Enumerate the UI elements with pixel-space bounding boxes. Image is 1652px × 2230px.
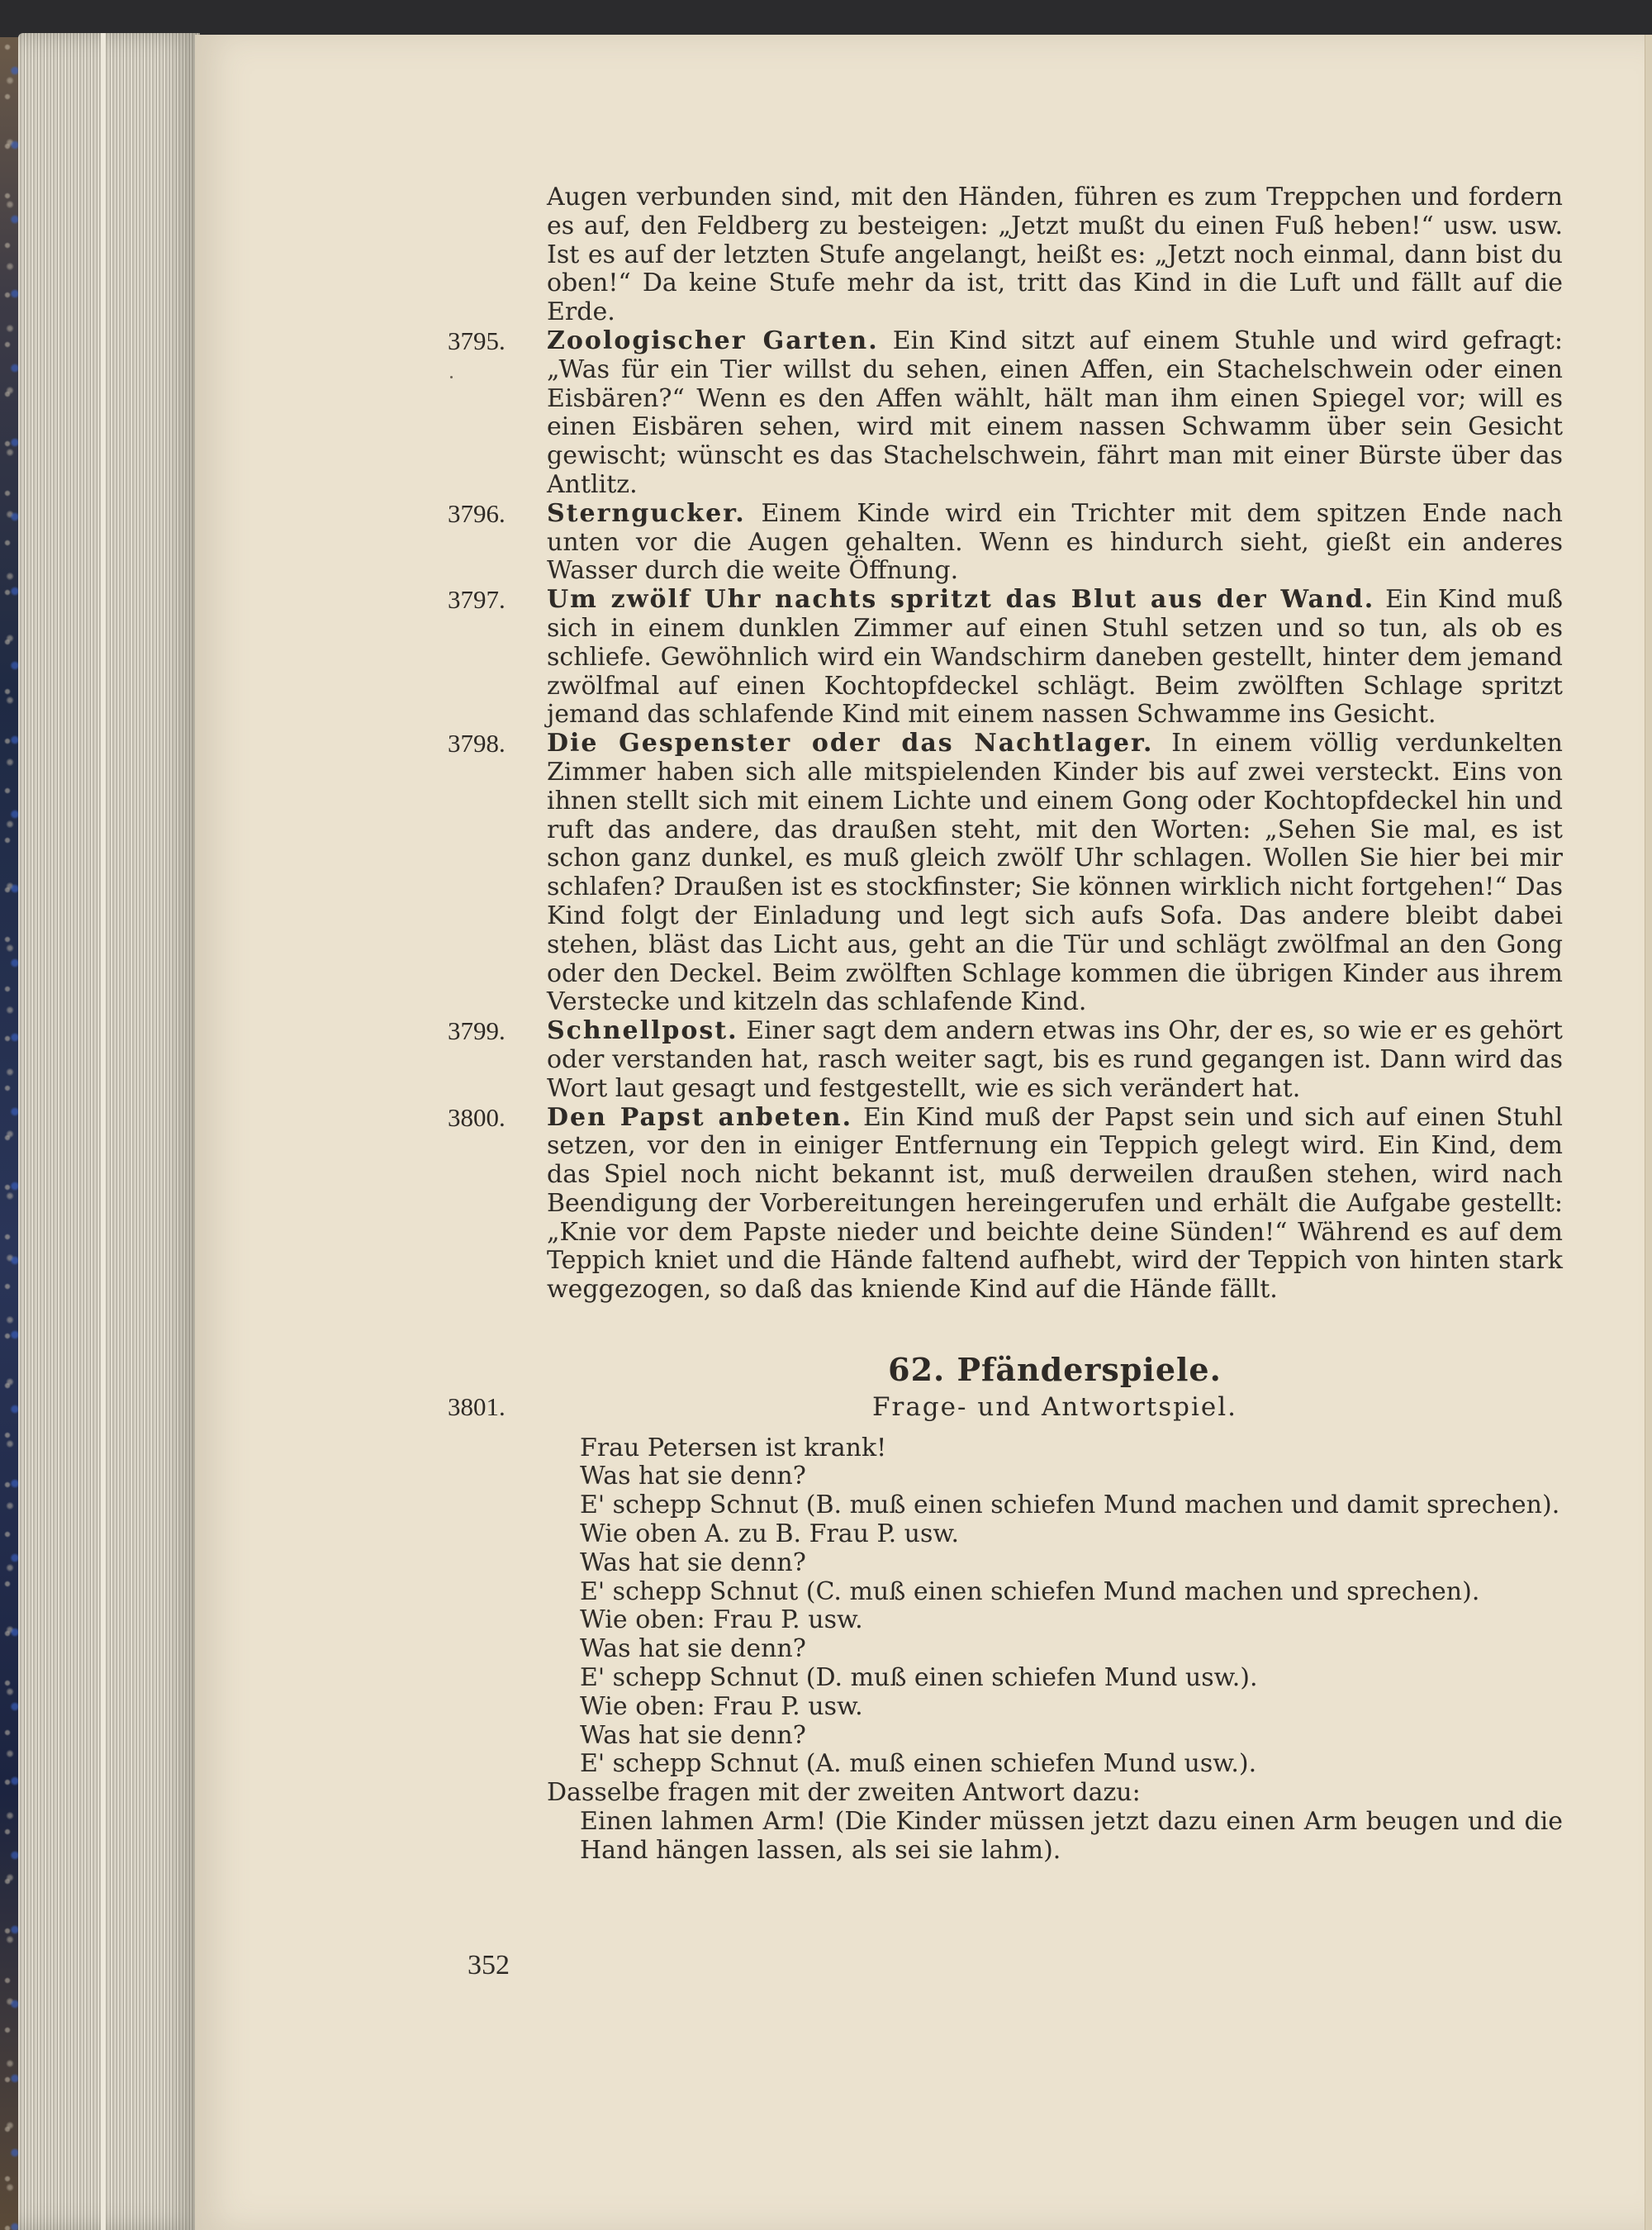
dialog-line: Wie oben: Frau P. usw.: [580, 1691, 863, 1721]
entry-text: Ein Kind muß der Papst sein und sich auf einen Stuhl setzen, vor den in einiger Entfernung ein Teppich gelegt wird. Ein Kind, dem das Spiel noch nicht bekannt ist, muß derweilen draußen stehen, wird nach Beendigung der Vorbereitungen hereingerufen und erhält die Aufgabe gestellt: „Knie vor dem Papste nieder und beichte deine Sünden!“ Während es auf dem Teppich kniet und die Hände faltend aufhebt, wird der Teppich von hinten stark weggezogen, so daß das kniende Kind auf die Hände fällt.: [547, 1102, 1563, 1305]
ink-speck: [450, 376, 453, 378]
entry-title: Sterngucker.: [547, 498, 746, 528]
entry-number: 3796.: [448, 498, 506, 528]
dialog-line: E' schepp Schnut (B. muß einen schiefen Mund machen und damit sprechen).: [580, 1491, 1560, 1520]
entry-3796: [448, 498, 1563, 586]
entry-number: 3800.: [448, 1102, 506, 1132]
entry-text: In einem völlig verdunkelten Zimmer haben sich alle mitspielenden Kinder bis auf zwei versteckt. Eins von ihnen stellt sich mit einem Lichte und einem Gong oder Kochtopfdeckel hin und ruft das andere, das draußen steht, mit den Worten: „Sehen Sie mal, es ist schon ganz dunkel, es muß gleich zwölf Uhr schlagen. Wollen Sie hier bei mir schlafen? Draußen ist es stockfinster; Sie können wirklich nicht fortgehen!“ Das Kind folgt der Einladung und legt sich aufs Sofa. Das andere bleibt dabei stehen, bläst das Licht aus, geht an die Tür und schlägt zwölfmal an den Gong oder den Deckel. Beim zwölften Schlage kommen die übrigen Kinder aus ihrem Verstecke und kitzeln das schlafende Kind.: [547, 729, 1564, 1017]
entry-text: Einem Kinde wird ein Trichter mit dem spitzen Ende nach unten vor die Augen gehalten. Wenn es hindurch sieht, gießt ein anderes Wasser durch die weite Öffnung.: [547, 498, 1563, 586]
dialog-line: Was hat sie denn?: [580, 1548, 806, 1577]
entry-3798: [448, 729, 1564, 1017]
entry-text: Ein Kind muß sich in einem dunklen Zimmer auf einen Stuhl setzen und so tun, als ob es schliefe. Gewöhnlich wird ein Wandschirm daneben gestellt, hinter dem jemand zwölfmal auf einen Kochtopfdeckel schlägt. Beim zwölften Schlage spritzt jemand das schlafende Kind mit einem nassen Schwamme ins Gesicht.: [547, 585, 1563, 730]
entry-number: 3795.: [448, 326, 506, 355]
second-answer: Einen lahmen Arm! (Die Kinder müssen jetzt dazu einen Arm beugen und die Hand hängen lassen, als sei sie lahm).: [580, 1807, 1563, 1865]
entry-number: 3798.: [448, 729, 506, 758]
dialog-line: Wie oben A. zu B. Frau P. usw.: [580, 1519, 960, 1549]
entry-text: Ein Kind sitzt auf einem Stuhle und wird gefragt: „Was für ein Tier willst du sehen, einen Affen, ein Stachelschwein oder einen Eisbären?“ Wenn es den Affen wählt, hält man ihm einen Spiegel vor; will es einen Eisbären sehen, wird mit einem nassen Schwamm über sein Gesicht gewischt; wünscht es das Stachelschwein, fährt man mit einer Bürste über das Antlitz.: [547, 326, 1563, 499]
dialog-line: Wie oben: Frau P. usw.: [580, 1605, 863, 1635]
note-line: Dasselbe fragen mit der zweiten Antwort dazu:: [547, 1778, 1141, 1808]
entry-3801-heading: [448, 1391, 1563, 1423]
entry-number: 3797.: [448, 585, 506, 615]
page-text-block: [448, 183, 1564, 1866]
entry-3799: [448, 1016, 1563, 1103]
dialog-block: [464, 1434, 1563, 1780]
section-heading: 62. Pfänderspiele.: [888, 1351, 1222, 1389]
dialog-line: Was hat sie denn?: [580, 1462, 806, 1491]
continuation-paragraph: Augen verbunden sind, mit den Händen, führen es zum Treppchen und fordern es auf, den Feldberg zu besteigen: „Jetzt mußt du einen Fuß heben!“ usw. usw. Ist es auf der letzten Stufe angelangt, heißt es: „Jetzt noch einmal, dann bist du oben!“ Da keine Stufe mehr da ist, tritt das Kind in die Luft und fällt auf die Erde.: [547, 183, 1563, 327]
entry-text: Einer sagt dem andern etwas ins Ohr, der es, so wie er es gehört oder verstanden hat, rasch weiter sagt, bis es rund gegangen ist. Dann wird das Wort laut gesagt und festgestellt, wie es sich verändert hat.: [547, 1016, 1563, 1103]
entry-number: 3801.: [448, 1391, 506, 1421]
entry-title: Den Papst anbeten.: [547, 1102, 853, 1132]
entry-3795: [448, 326, 1563, 500]
page-number: 352: [468, 1950, 510, 1980]
entry-3800: [448, 1102, 1563, 1305]
entry-title: Um zwölf Uhr nachts spritzt das Blut aus der Wand.: [547, 585, 1375, 615]
dialog-line: Frau Petersen ist krank!: [580, 1433, 887, 1462]
entry-3797: [448, 585, 1563, 730]
entry-title: Zoologischer Garten.: [547, 326, 879, 355]
dialog-line: E' schepp Schnut (C. muß einen schiefen Mund machen und sprechen).: [580, 1576, 1480, 1606]
dialog-line: Was hat sie denn?: [580, 1634, 806, 1664]
subheading: Frage- und Antwortspiel.: [871, 1391, 1238, 1422]
dialog-line: Was hat sie denn?: [580, 1720, 806, 1750]
dialog-line: E' schepp Schnut (D. muß einen schiefen Mund usw.).: [580, 1663, 1258, 1693]
page-edges-stack: [18, 33, 200, 2230]
entry-title: Schnellpost.: [547, 1016, 738, 1046]
entry-number: 3799.: [448, 1016, 506, 1046]
entry-title: Die Gespenster oder das Nachtlager.: [547, 729, 1154, 758]
page-right-edge: [1645, 35, 1652, 2230]
dialog-line: E' schepp Schnut (A. muß einen schiefen Mund usw.).: [580, 1749, 1257, 1779]
